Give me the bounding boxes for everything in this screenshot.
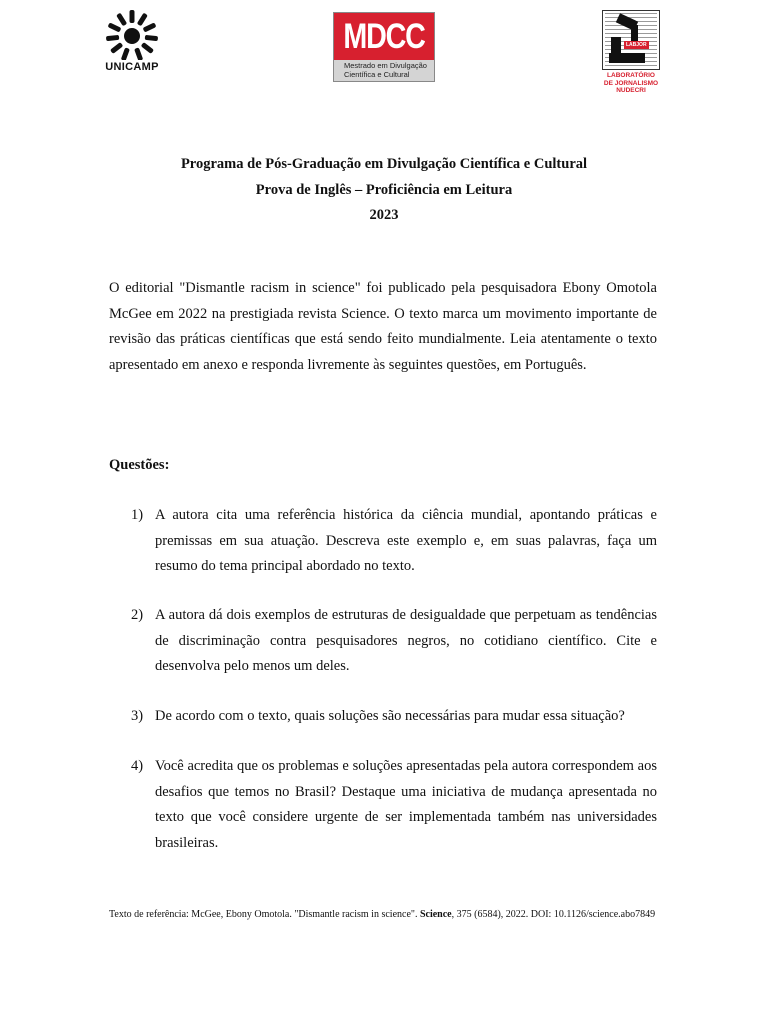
- microscope-icon: [603, 11, 659, 69]
- mdcc-subtitle: [344, 61, 430, 79]
- labjor-line-2: DE JORNALISMO: [603, 79, 659, 87]
- unicamp-label: UNICAMP: [105, 61, 159, 73]
- page-header: [0, 0, 768, 100]
- question-text: De acordo com o texto, quais soluções são necessárias para mudar essa situação?: [155, 708, 625, 724]
- title-program: Programa de Pós-Graduação em Divulgação Científica e Cultural: [180, 156, 588, 172]
- question-number: 2): [131, 607, 144, 623]
- reference-prefix: Texto de referência: McGee, Ebony Omotola. "Dismantle racism in science".: [109, 909, 420, 920]
- question-text: Você acredita que os problemas e soluções apresentadas pela autora correspondem aos desafios que temos no Brasil? Destaque uma iniciativa de mudança apresentada no texto que você considere urgente de ser implementada também nas universidades brasileiras.: [155, 758, 657, 851]
- mdcc-title: MDCC: [343, 17, 425, 56]
- question-text: A autora dá dois exemplos de estruturas de desigualdade que perpetuam as tendências de discriminação contra pesquisadores negros, no cotidiano científico. Cite e desenvolva pelo menos um deles.: [155, 607, 657, 674]
- reference-journal: Science: [419, 909, 452, 920]
- question-item: [109, 754, 657, 856]
- unicamp-emblem-icon: [104, 8, 160, 60]
- labjor-line-3: NUDECRI: [616, 87, 646, 94]
- labjor-emblem: [602, 10, 660, 70]
- mdcc-subtitle-line-2: Científica e Cultural: [344, 70, 410, 79]
- labjor-tag: LABJOR: [626, 42, 647, 48]
- intro-paragraph: O editorial "Dismantle racism in science" foi publicado pela pesquisadora Ebony Omotola McGee em 2022 na prestigiada revista Science. O texto marca um movimento importante de revisão das práticas científicas que está sendo feito mundialmente. Leia atentamente o texto apresentado em anexo e responda livremente às seguintes questões, em Português.: [109, 280, 657, 373]
- question-number: 3): [131, 708, 144, 724]
- mdcc-logo: [333, 12, 435, 82]
- questions-heading: Questões:: [109, 457, 170, 473]
- document-title: [0, 152, 768, 229]
- mdcc-subtitle-line-1: Mestrado em Divulgação: [344, 61, 427, 70]
- reference-suffix: , 375 (6584), 2022. DOI: 10.1126/science.abo7849: [451, 909, 656, 920]
- title-exam: Prova de Inglês – Proficiência em Leitura: [255, 181, 513, 198]
- labjor-caption: [602, 72, 660, 95]
- reference-note: [109, 907, 657, 923]
- unicamp-logo: [96, 8, 168, 73]
- labjor-logo: [602, 10, 660, 95]
- question-item: [109, 704, 657, 730]
- labjor-line-1: LABORATÓRIO: [607, 72, 655, 79]
- question-item: [109, 603, 657, 680]
- question-number: 1): [131, 507, 144, 523]
- question-item: [109, 503, 657, 580]
- question-text: A autora cita uma referência histórica da ciência mundial, apontando práticas e premissas em sua atuação. Descreva este exemplo e, em suas palavras, faça um resumo do tema principal abordado no texto.: [155, 507, 657, 574]
- question-number: 4): [131, 758, 144, 774]
- title-year: 2023: [369, 207, 399, 223]
